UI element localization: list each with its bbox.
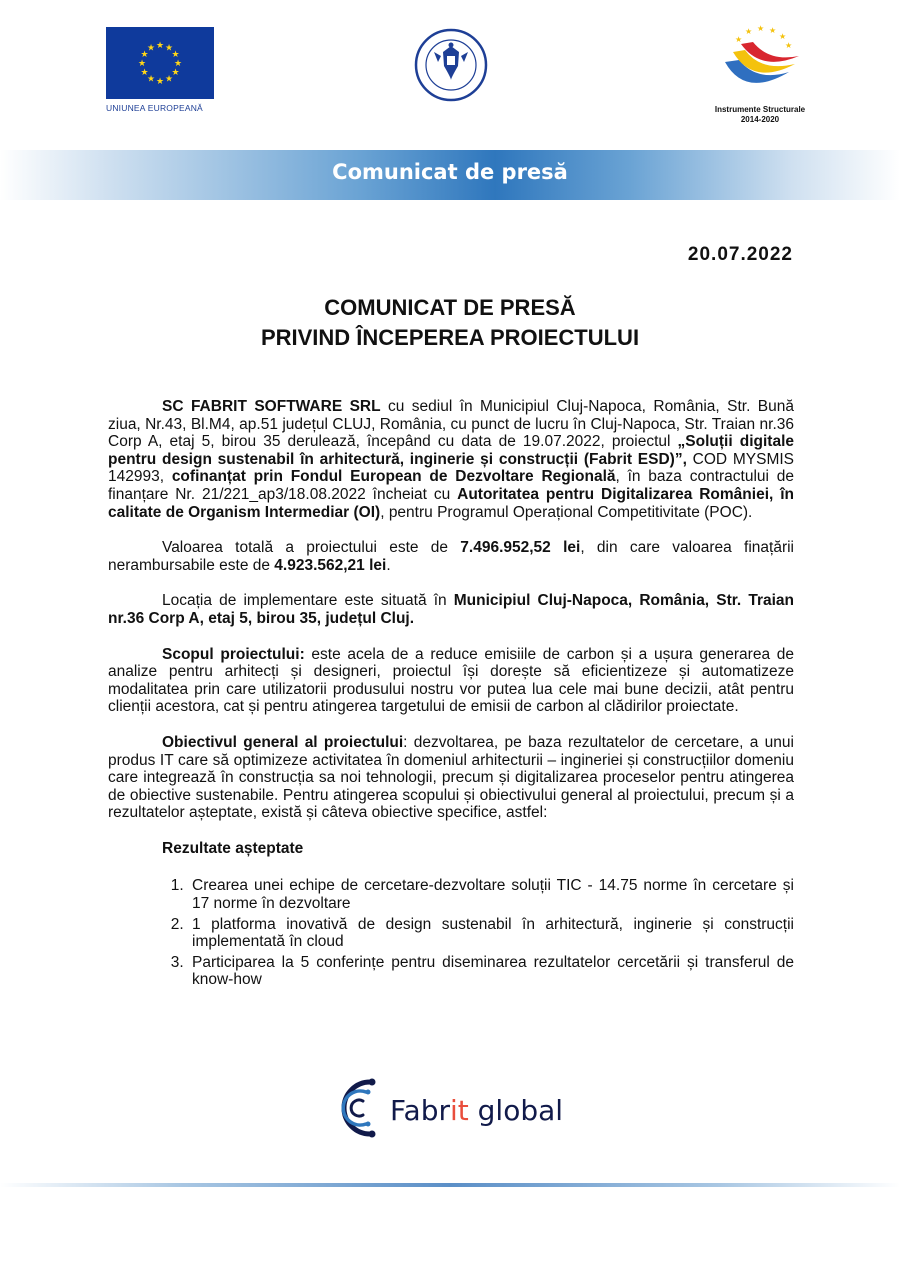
title-line-2: PRIVIND ÎNCEPEREA PROIECTULUI [260, 325, 640, 350]
grant-value: 4.923.562,21 lei [274, 556, 387, 574]
svg-text:★: ★ [779, 32, 787, 41]
svg-text:★: ★ [146, 73, 156, 84]
svg-text:★: ★ [137, 58, 147, 68]
purpose-label: Scopul proiectului: [162, 645, 305, 663]
svg-text:★: ★ [745, 27, 753, 36]
eu-logo [106, 27, 214, 113]
svg-text:★: ★ [140, 67, 149, 77]
fabrit-global-logo [332, 1076, 572, 1140]
project-name: „Soluții digitale pentru design sustenabil în arhitectură, inginerie și construcții (Fabrit ESD)”, [108, 433, 794, 468]
structural-period: 2014-2020 [740, 115, 780, 124]
svg-text:★: ★ [164, 73, 174, 84]
list-item: 3. Participarea la 5 conferințe pentru diseminarea rezultatelor cercetării și transferul de know-how [188, 954, 794, 989]
total-value: 7.496.952,52 lei [460, 539, 581, 557]
objective-paragraph: Obiectivul general al proiectului: dezvoltarea, pe baza rezultatelor de cercetare, a unui produs IT care să optimizeze activitatea în domeniul arhitecturii – ingineriei și construcțiilor domeniu care integrează în construcția sa noi tehnologii, precum și digitalizarea proceselor pentru atingerea de obiective sustenabile. Pentru atingerea scopului și obiectivului general al proiectului, precum și a rezultatelor așteptate, există și câteva obiective specifice, astfel: [108, 733, 794, 822]
structural-instruments-icon [715, 24, 805, 100]
svg-text:★: ★ [171, 49, 180, 59]
title-line-1: COMUNICAT DE PRESĂ [324, 295, 576, 320]
list-item: 2. 1 platforma inovativă de design sustenabil în arhitectură, inginerie și construcții implementată în cloud [188, 916, 794, 951]
structural-label: Instrumente Structurale [714, 105, 806, 114]
eu-label: UNIUNEA EUROPEANĂ [106, 103, 203, 113]
structural-instruments-logo [700, 24, 820, 125]
location-paragraph: Locația de implementare este situată în Municipiul Cluj-Napoca, România, Str. Traian nr.36 Corp A, etaj 5, birou 35, județul Cluj. [108, 592, 795, 627]
svg-text:★: ★ [164, 42, 174, 53]
document-body [108, 398, 794, 992]
svg-text:★: ★ [155, 40, 165, 50]
svg-text:★: ★ [735, 35, 743, 44]
fabrit-mark-icon [332, 1076, 388, 1140]
value-paragraph: Valoarea totală a proiectului este de 7.496.952,52 lei, din care valoarea finațării nerambursabile este de 4.923.562,21 lei. [108, 539, 794, 574]
banner-title: Comunicat de presă [332, 160, 568, 184]
implementation-location: Municipiul Cluj-Napoca, România, Str. Traian nr.36 Corp A, etaj 5, birou 35, județul Cluj. [108, 592, 795, 627]
intro-paragraph: SC FABRIT SOFTWARE SRL cu sediul în Municipiul Cluj-Napoca, România, Str. Bună ziua, Nr.43, Bl.M4, ap.51 județul CLUJ, România, cu punct de lucru în Cluj-Napoca, Str. Traian nr.36 Corp A, etaj 5, birou 35 derulează, începând cu data de 19.07.2022, proiectul „Soluții digitale pentru design sustenabil în arhitectură, inginerie și construcții (Fabrit ESD)”, COD MYSMIS 142993, cofinanțat prin Fondul European de Dezvoltare Regională, în baza contractului de finanțare Nr. 21/221_ap3/18.08.2022 încheiat cu Autoritatea pentru Digitalizarea României, în calitate de Organism Intermediar (OI), pentru Programul Operațional Competitivitate (POC). [108, 398, 795, 521]
purpose-paragraph: Scopul proiectului: este acela de a reduce emisiile de carbon și a ușura generarea de analize pentru arhitecți și designeri, proiectul își dorește să eficientizeze și automatizeze modalitatea prin care utilizatorii produsului nostru vor putea lua cele mai bune decizii, atât pentru clienții acestora, cat și pentru atingerea targetului de emisii de carbon al clădirilor proiectate. [108, 645, 794, 716]
svg-text:★: ★ [140, 49, 149, 59]
svg-text:★: ★ [146, 42, 156, 53]
list-item: 1. Crearea unei echipe de cercetare-dezvoltare soluții TIC - 14.75 norme în cercetare și 17 norme în dezvoltare [188, 877, 794, 912]
government-seal-icon [414, 28, 488, 102]
footer-divider [0, 1183, 900, 1187]
eu-flag-icon [106, 27, 214, 99]
svg-text:★: ★ [173, 58, 183, 68]
brand-name: Fabrit global [390, 1094, 564, 1127]
svg-text:★: ★ [785, 41, 793, 50]
results-list [108, 877, 794, 989]
document-date: 20.07.2022 [687, 244, 793, 265]
authority-name: Autoritatea pentru Digitalizarea României, în calitate de Organism Intermediar (OI) [108, 485, 794, 521]
results-heading: Rezultate așteptate [162, 839, 304, 857]
svg-text:★: ★ [757, 24, 765, 33]
document-title [0, 293, 900, 353]
company-name: SC FABRIT SOFTWARE SRL [162, 398, 381, 415]
funding-source: cofinanțat prin Fondul European de Dezvoltare Regională [171, 468, 616, 486]
svg-text:★: ★ [769, 26, 777, 35]
svg-text:★: ★ [155, 76, 165, 86]
objective-label: Obiectivul general al proiectului [162, 733, 404, 751]
svg-text:★: ★ [171, 67, 180, 77]
